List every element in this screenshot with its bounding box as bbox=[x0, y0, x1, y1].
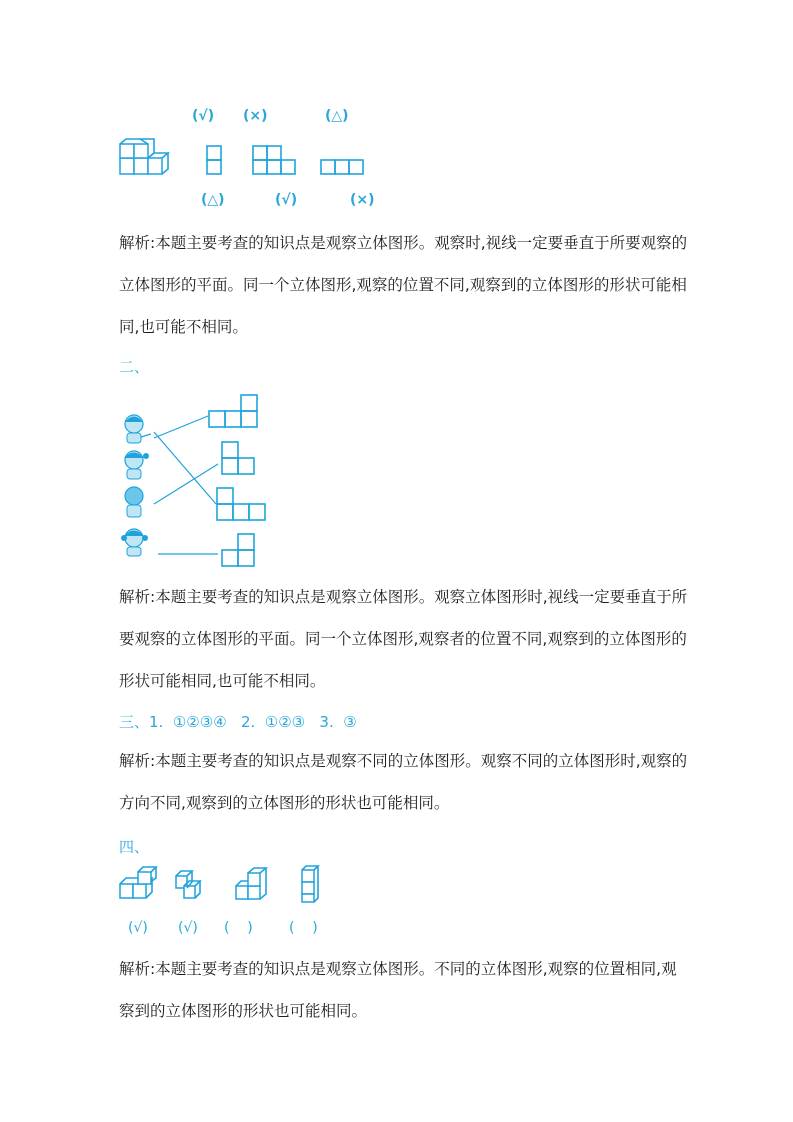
top-view-figure bbox=[320, 159, 368, 177]
view-shape-3 bbox=[217, 488, 265, 520]
cube-option-4 bbox=[302, 866, 318, 902]
mark-bottom-3: (×) bbox=[350, 192, 375, 208]
section4-heading: 四、 bbox=[119, 838, 150, 856]
mark-top-2: (×) bbox=[243, 108, 268, 124]
cube-option-1 bbox=[120, 867, 156, 898]
cube-option-2 bbox=[176, 871, 200, 898]
view-shape-1 bbox=[209, 395, 257, 427]
option-mark-1: (√) bbox=[128, 920, 148, 936]
matching-figure bbox=[118, 392, 278, 572]
child-face-icon-2 bbox=[124, 451, 149, 479]
child-face-icon-3 bbox=[125, 487, 143, 517]
section3-answer: 三、1. ①②③④ 2. ①②③ 3. ③ bbox=[119, 713, 357, 731]
cube-stack-figure bbox=[118, 138, 178, 178]
side-view-figure bbox=[252, 145, 300, 177]
option-mark-4: ( ) bbox=[289, 920, 318, 936]
section2-heading: 二、 bbox=[119, 358, 150, 376]
section1-explanation: 解析:本题主要考查的知识点是观察立体图形。观察时,视线一定要垂直于所要观察的立体图形的平面。同一个立体图形,观察的位置不同,观察到的立体图形的形状可能相同,也可能不相同。 bbox=[119, 234, 688, 336]
option-mark-2: (√) bbox=[178, 920, 198, 936]
view-shape-4 bbox=[222, 534, 254, 566]
section3-explanation: 解析:本题主要考查的知识点是观察不同的立体图形。观察不同的立体图形时,观察的方向不同,观察到的立体图形的形状也可能相同。 bbox=[119, 752, 688, 812]
section4-explanation: 解析:本题主要考查的知识点是观察立体图形。不同的立体图形,观察的位置相同,观察到的立体图形的形状也可能相同。 bbox=[119, 960, 677, 1020]
mark-top-1: (√) bbox=[192, 108, 215, 124]
mark-top-3: (△) bbox=[325, 108, 349, 124]
option-mark-3: ( ) bbox=[224, 920, 253, 936]
front-view-figure bbox=[206, 145, 224, 177]
view-shape-2 bbox=[222, 442, 254, 474]
cube-option-3 bbox=[236, 868, 266, 899]
mark-bottom-2: (√) bbox=[275, 192, 298, 208]
mark-bottom-1: (△) bbox=[201, 192, 225, 208]
child-face-icon-4 bbox=[121, 529, 148, 556]
section2-explanation: 解析:本题主要考查的知识点是观察立体图形。观察立体图形时,视线一定要垂直于所要观察的立体图形的平面。同一个立体图形,观察者的位置不同,观察到的立体图形的形状可能相同,也可能不相同。 bbox=[119, 588, 688, 690]
cube-options-figure bbox=[118, 866, 348, 906]
child-face-icon-1 bbox=[125, 415, 151, 443]
